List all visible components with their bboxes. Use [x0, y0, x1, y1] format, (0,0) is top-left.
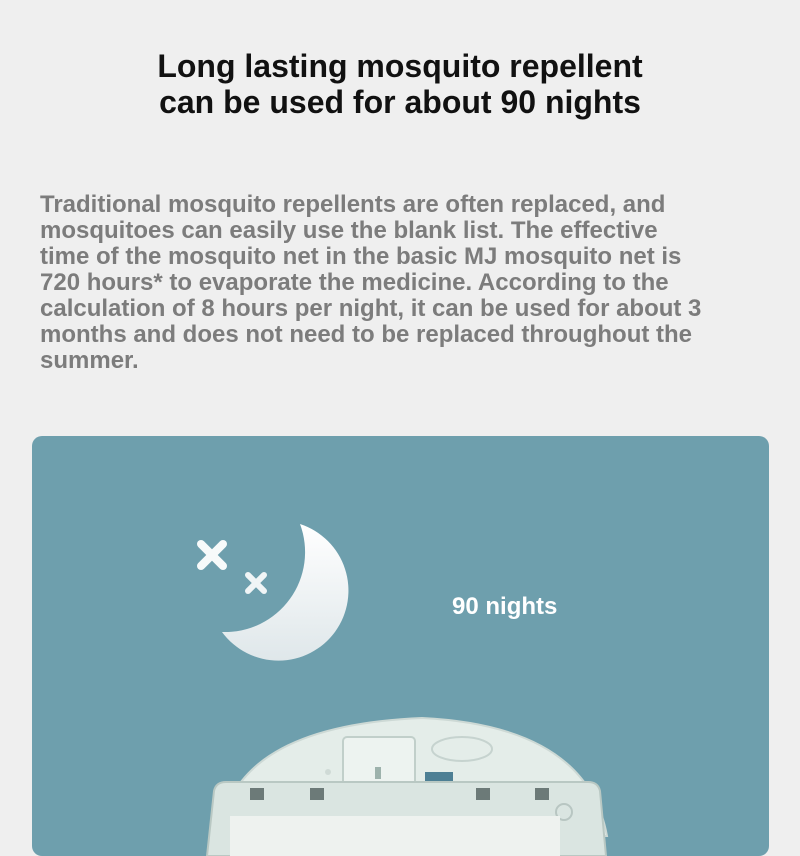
headline	[0, 48, 800, 120]
description-line: 720 hours* to evaporate the medicine. According to the	[40, 269, 669, 296]
headline-line-2: can be used for about 90 nights	[159, 84, 641, 120]
headline-line-1: Long lasting mosquito repellent	[157, 48, 643, 84]
device-image	[207, 718, 607, 856]
nights-label: 90 nights	[452, 593, 558, 620]
description-line: months and does not need to be replaced throughout the	[40, 321, 693, 348]
panel-illustration	[32, 436, 769, 856]
crescent-moon-icon	[222, 524, 348, 661]
description-line: summer.	[40, 347, 139, 374]
description-line: time of the mosquito net in the basic MJ mosquito net is	[40, 243, 682, 270]
product-panel	[32, 436, 769, 856]
description-line: mosquitoes can easily use the blank list. The effective	[40, 217, 658, 244]
description-line: calculation of 8 hours per night, it can be used for about 3	[40, 295, 702, 322]
x-mark-icon	[248, 575, 264, 591]
x-mark-icon	[201, 544, 223, 566]
description	[40, 192, 760, 374]
description-line: Traditional mosquito repellents are often replaced, and	[40, 191, 666, 218]
